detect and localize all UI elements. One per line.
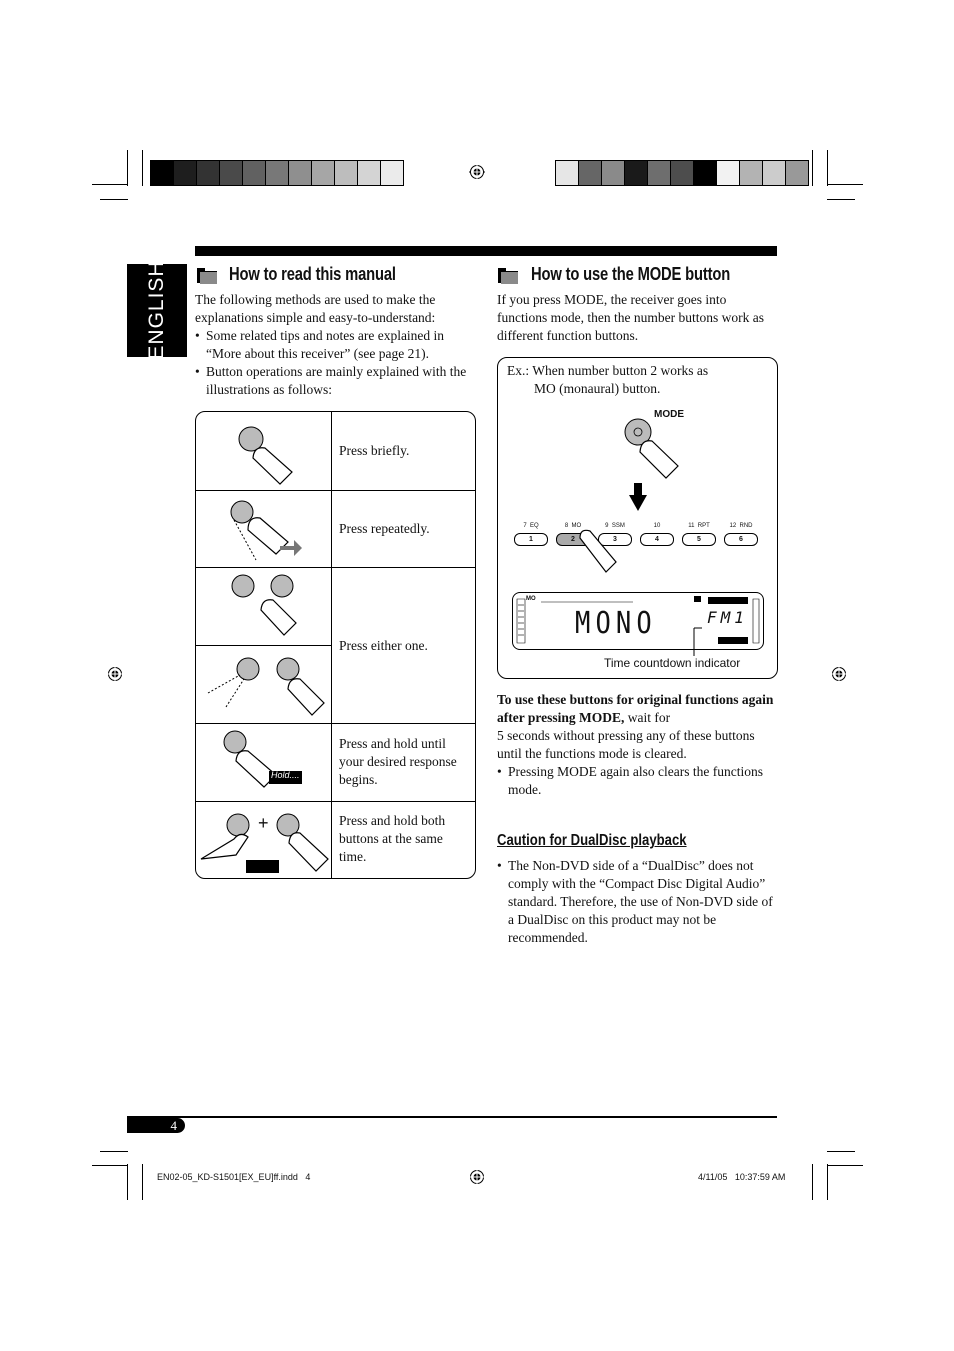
- color-swatch: [556, 161, 579, 185]
- section-title-mode: How to use the MODE button: [531, 264, 731, 284]
- number-button-function-label: 10: [653, 523, 661, 529]
- color-swatch: [381, 161, 403, 185]
- color-swatch: [602, 161, 625, 185]
- press-briefly-illustration-icon: [196, 412, 331, 490]
- color-swatch: [579, 161, 602, 185]
- footer-timestamp: 4/11/05 10:37:59 AM: [698, 1172, 786, 1182]
- color-swatch: [289, 161, 312, 185]
- mode-intro: If you press MODE, the receiver goes into functions mode, then the number buttons work as different function buttons.: [497, 292, 764, 343]
- lcd-mo-indicator: MO: [526, 596, 536, 602]
- row-press-either: Press either one.: [339, 638, 428, 653]
- number-button: [514, 522, 548, 548]
- number-button-function-label: 9 SSM: [605, 523, 625, 529]
- color-swatch: [197, 161, 220, 185]
- press-either-alt-illustration-icon: [196, 645, 331, 723]
- mode-instructions-bold: To use these buttons for original functions again after pressing MODE,: [497, 692, 774, 725]
- time-countdown-label: Time countdown indicator: [604, 656, 741, 670]
- number-button: [682, 522, 716, 548]
- plus-sign: +: [258, 813, 269, 833]
- mode-instructions-rest-1: wait for: [624, 710, 671, 725]
- crop-mark: [812, 1164, 813, 1200]
- caution-bullet: • The Non-DVD side of a “DualDisc” does not comply with the “Compact Disc Digital Audio” standard. Therefore, the use of Non-DVD side of a DualDisc on this product may not be recommended.: [497, 857, 773, 947]
- crop-mark: [92, 1165, 128, 1166]
- number-button-key: 5: [682, 533, 716, 546]
- color-swatch: [220, 161, 243, 185]
- registration-mark-icon: [107, 666, 123, 682]
- color-swatch: [740, 161, 763, 185]
- color-swatch: [625, 161, 648, 185]
- section-marker-icon: [197, 268, 217, 283]
- crop-mark: [100, 199, 128, 200]
- footer-rule: [127, 1116, 777, 1118]
- color-swatch: [717, 161, 740, 185]
- color-swatch: [243, 161, 266, 185]
- registration-mark-icon: [469, 164, 485, 180]
- crop-mark: [142, 1164, 143, 1200]
- color-swatch: [763, 161, 786, 185]
- number-button-key: 6: [724, 533, 758, 546]
- number-button-function-label: 11 RPT: [688, 523, 710, 529]
- lcd-display: [512, 592, 764, 650]
- language-tab-label: ENGLISH: [145, 260, 168, 360]
- color-swatch: [671, 161, 694, 185]
- number-button-function-label: 12 RND: [729, 523, 753, 529]
- page-number-tab: [127, 1118, 185, 1133]
- crop-mark: [827, 1151, 855, 1152]
- number-button-key: 3: [598, 533, 632, 546]
- footer-filename: EN02-05_KD-S1501[EX_EU]ff.indd 4: [157, 1172, 311, 1182]
- mode-bullet: • Pressing MODE again also clears the functions mode.: [497, 763, 777, 799]
- section-title-caution: Caution for DualDisc playback: [497, 832, 687, 849]
- crop-mark: [827, 184, 863, 185]
- mode-button-label: MODE: [654, 409, 684, 420]
- button-operations-table: [195, 411, 476, 879]
- language-tab: [127, 260, 187, 360]
- hold-label: Hold....: [271, 770, 300, 780]
- section-marker-icon: [498, 268, 518, 283]
- mode-instructions-rest-2: 5 seconds without pressing any of these buttons until the functions mode is cleared.: [497, 728, 755, 761]
- number-buttons-row: [514, 522, 764, 548]
- arrow-down-icon: [629, 483, 647, 511]
- row-press-briefly: Press briefly.: [339, 443, 410, 458]
- crop-mark: [827, 1165, 863, 1166]
- example-line-1: Ex.: When number button 2 works as: [507, 363, 709, 378]
- color-swatch: [335, 161, 358, 185]
- number-button-key: 1: [514, 533, 548, 546]
- crop-mark: [827, 1164, 828, 1200]
- color-swatch: [358, 161, 381, 185]
- crop-mark: [92, 184, 128, 185]
- press-hold-illustration-icon: [196, 723, 331, 801]
- color-swatch: [694, 161, 717, 185]
- mode-instructions: [497, 691, 777, 799]
- color-swatch: [174, 161, 197, 185]
- caution-block: [497, 857, 773, 947]
- color-bar-right: [555, 160, 809, 186]
- crop-mark: [812, 150, 813, 186]
- color-bar-left: [150, 160, 404, 186]
- mode-button-illustration-icon: [618, 410, 698, 480]
- press-repeatedly-illustration-icon: [196, 490, 331, 567]
- number-button-key: 4: [640, 533, 674, 546]
- row-press-hold: Press and hold until your desired response begins.: [339, 736, 457, 787]
- color-swatch: [151, 161, 174, 185]
- mode-instructions-para: [497, 691, 777, 763]
- page-number: 4: [170, 1118, 177, 1133]
- lcd-band-text: FM1: [707, 608, 748, 627]
- indicator-pointer-line: [688, 626, 708, 658]
- crop-mark: [827, 199, 855, 200]
- lcd-main-text: MONO: [575, 606, 657, 641]
- crop-mark: [142, 150, 143, 186]
- read-intro-block: [195, 291, 470, 399]
- press-either-illustration-icon: [196, 567, 331, 645]
- number-button-key: 2: [556, 533, 590, 546]
- section-title-read: How to read this manual: [229, 264, 396, 284]
- color-swatch: [786, 161, 808, 185]
- number-button: [640, 522, 674, 548]
- color-swatch: [266, 161, 289, 185]
- hold-label-both: Hold....: [248, 850, 277, 860]
- row-press-hold-both: Press and hold both buttons at the same time.: [339, 813, 446, 864]
- read-bullet-1: • Some related tips and notes are explained in “More about this receiver” (see page 21).: [195, 327, 470, 363]
- number-button-function-label: 7 EQ: [523, 523, 539, 529]
- read-bullet-2: • Button operations are mainly explained with the illustrations as follows:: [195, 363, 470, 399]
- crop-mark: [127, 150, 128, 186]
- color-swatch: [312, 161, 335, 185]
- number-button: [724, 522, 758, 548]
- crop-mark: [127, 1164, 128, 1200]
- crop-mark: [100, 1151, 128, 1152]
- read-intro: The following methods are used to make the explanations simple and easy-to-understand:: [195, 292, 436, 325]
- crop-mark: [827, 150, 828, 186]
- header-rule: [195, 246, 777, 256]
- mode-example-box: [497, 357, 778, 679]
- number-button-function-label: 8 MO: [564, 523, 582, 529]
- row-press-repeatedly: Press repeatedly.: [339, 521, 430, 536]
- example-line-2: MO (monaural) button.: [534, 381, 661, 396]
- color-swatch: [648, 161, 671, 185]
- registration-mark-icon: [469, 1169, 485, 1185]
- finger-press-icon: [576, 528, 626, 578]
- registration-mark-icon: [831, 666, 847, 682]
